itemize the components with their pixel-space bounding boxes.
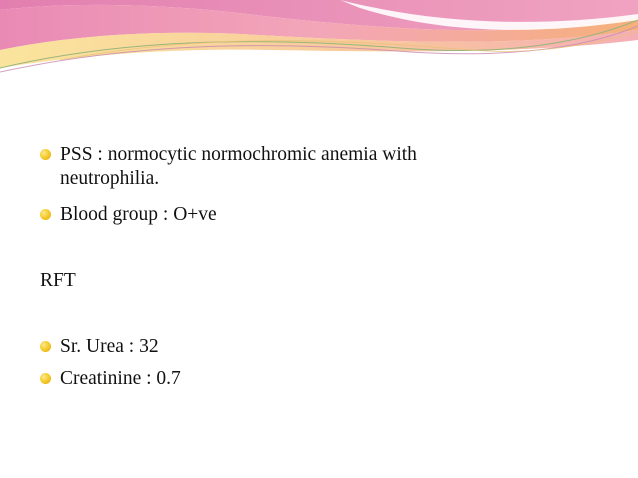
pss-line-2: neutrophilia. <box>60 168 160 189</box>
decorative-wave-banner <box>0 0 638 80</box>
blood-group-text: Blood group : O+ve <box>60 204 217 225</box>
circle-bullet-icon <box>40 209 51 220</box>
pss-line-1: PSS : normocytic normochromic anemia with <box>60 144 417 165</box>
creatinine-text: Creatinine : 0.7 <box>60 368 181 389</box>
circle-bullet-icon <box>40 149 51 160</box>
circle-bullet-icon <box>40 373 51 384</box>
sr-urea-text: Sr. Urea : 32 <box>60 336 159 357</box>
circle-bullet-icon <box>40 341 51 352</box>
rft-label: RFT <box>40 270 76 291</box>
